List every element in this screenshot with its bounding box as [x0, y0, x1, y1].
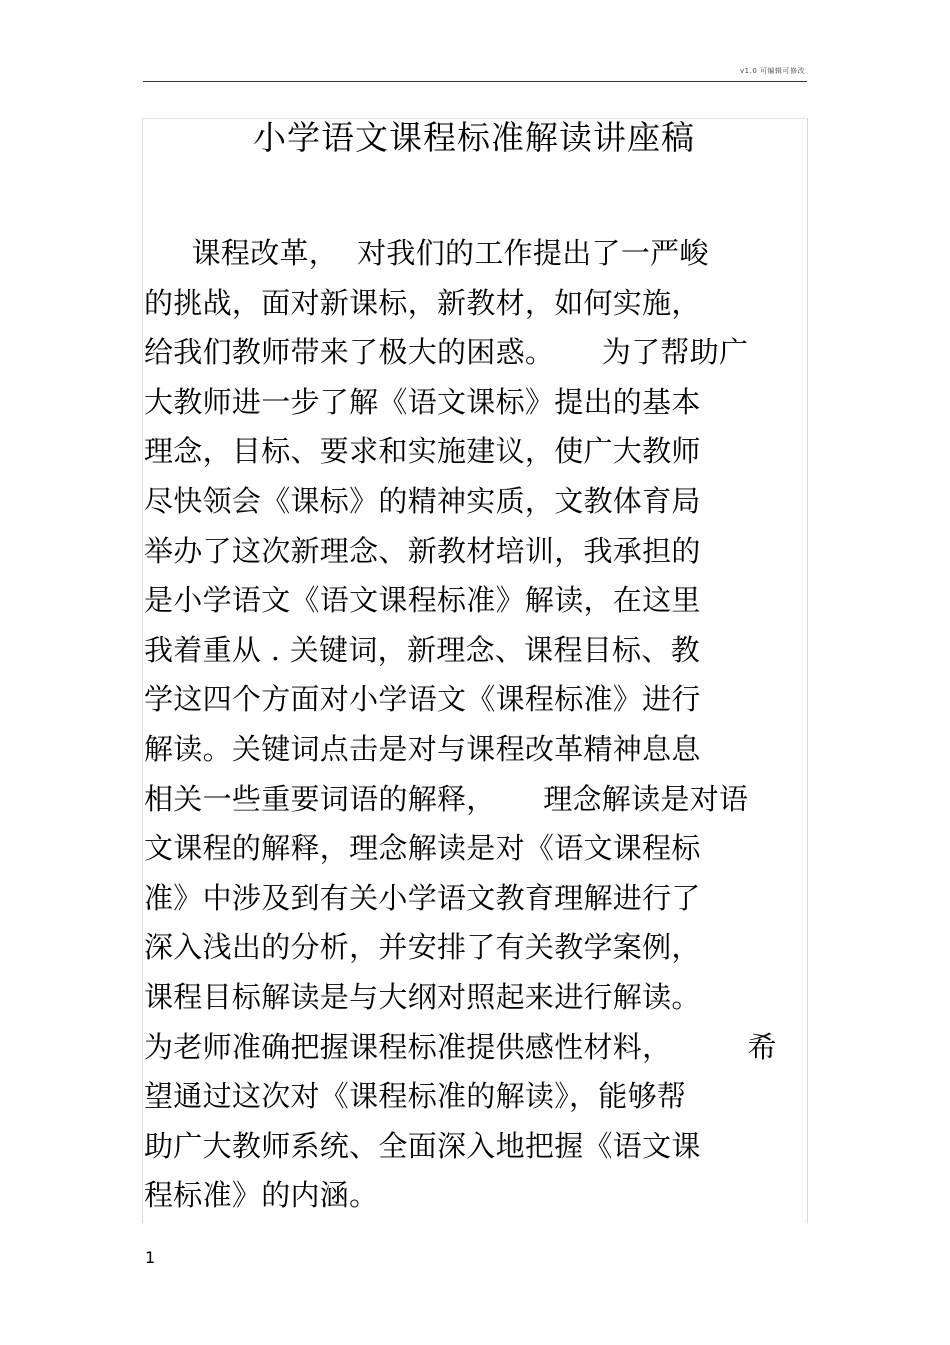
body-line: 学这四个方面对小学语文《课程标准》进行: [144, 682, 701, 717]
body-line: 文课程的解释，理念解读是对《语文课程标: [144, 831, 701, 866]
body-line: 课程目标解读是与大纲对照起来进行解读。: [144, 979, 701, 1014]
header-rule: [143, 81, 807, 82]
body-line: 理念，目标、要求和实施建议，使广大教师: [144, 434, 701, 469]
version-note: v1.0 可编辑可修改: [740, 67, 805, 75]
body-line: 尽快领会《课标》的精神实质，文教体育局: [144, 483, 701, 518]
body-line: 解读。关键词点击是对与课程改革精神息息: [144, 731, 701, 766]
body-line: 给我们教师带来了极大的困惑。 为了帮助广: [144, 335, 749, 370]
body-line: 我着重从 . 关键词，新理念、课程目标、教: [144, 632, 700, 667]
body-line: 助广大教师系统、全面深入地把握《语文课: [144, 1128, 701, 1163]
body-line: 是小学语文《语文课程标准》解读，在这里: [144, 583, 701, 618]
body-line: 课程改革， 对我们的工作提出了一严峻: [144, 236, 709, 270]
body-text: [144, 229, 804, 1221]
body-line: 举办了这次新理念、新教材培训，我承担的: [144, 533, 701, 568]
body-line: 准》中涉及到有关小学语文教育理解进行了: [144, 880, 701, 915]
body-line: 的挑战，面对新课标，新教材，如何实施，: [144, 285, 701, 320]
document-title: 小学语文课程标准解读讲座稿: [253, 118, 695, 157]
body-line: 为老师准确把握课程标准提供感性材料， 希: [144, 1029, 777, 1064]
body-line: 大教师进一步了解《语文课标》提出的基本: [144, 384, 701, 419]
body-line: 程标准》的内涵。: [144, 1178, 379, 1213]
body-line: 相关一些重要词语的解释， 理念解读是对语: [144, 781, 749, 816]
body-line: 望通过这次对《课程标准的解读》，能够帮: [144, 1079, 687, 1114]
body-line: 深入浅出的分析，并安排了有关教学案例，: [144, 930, 701, 965]
page-number: 1: [145, 1248, 156, 1267]
